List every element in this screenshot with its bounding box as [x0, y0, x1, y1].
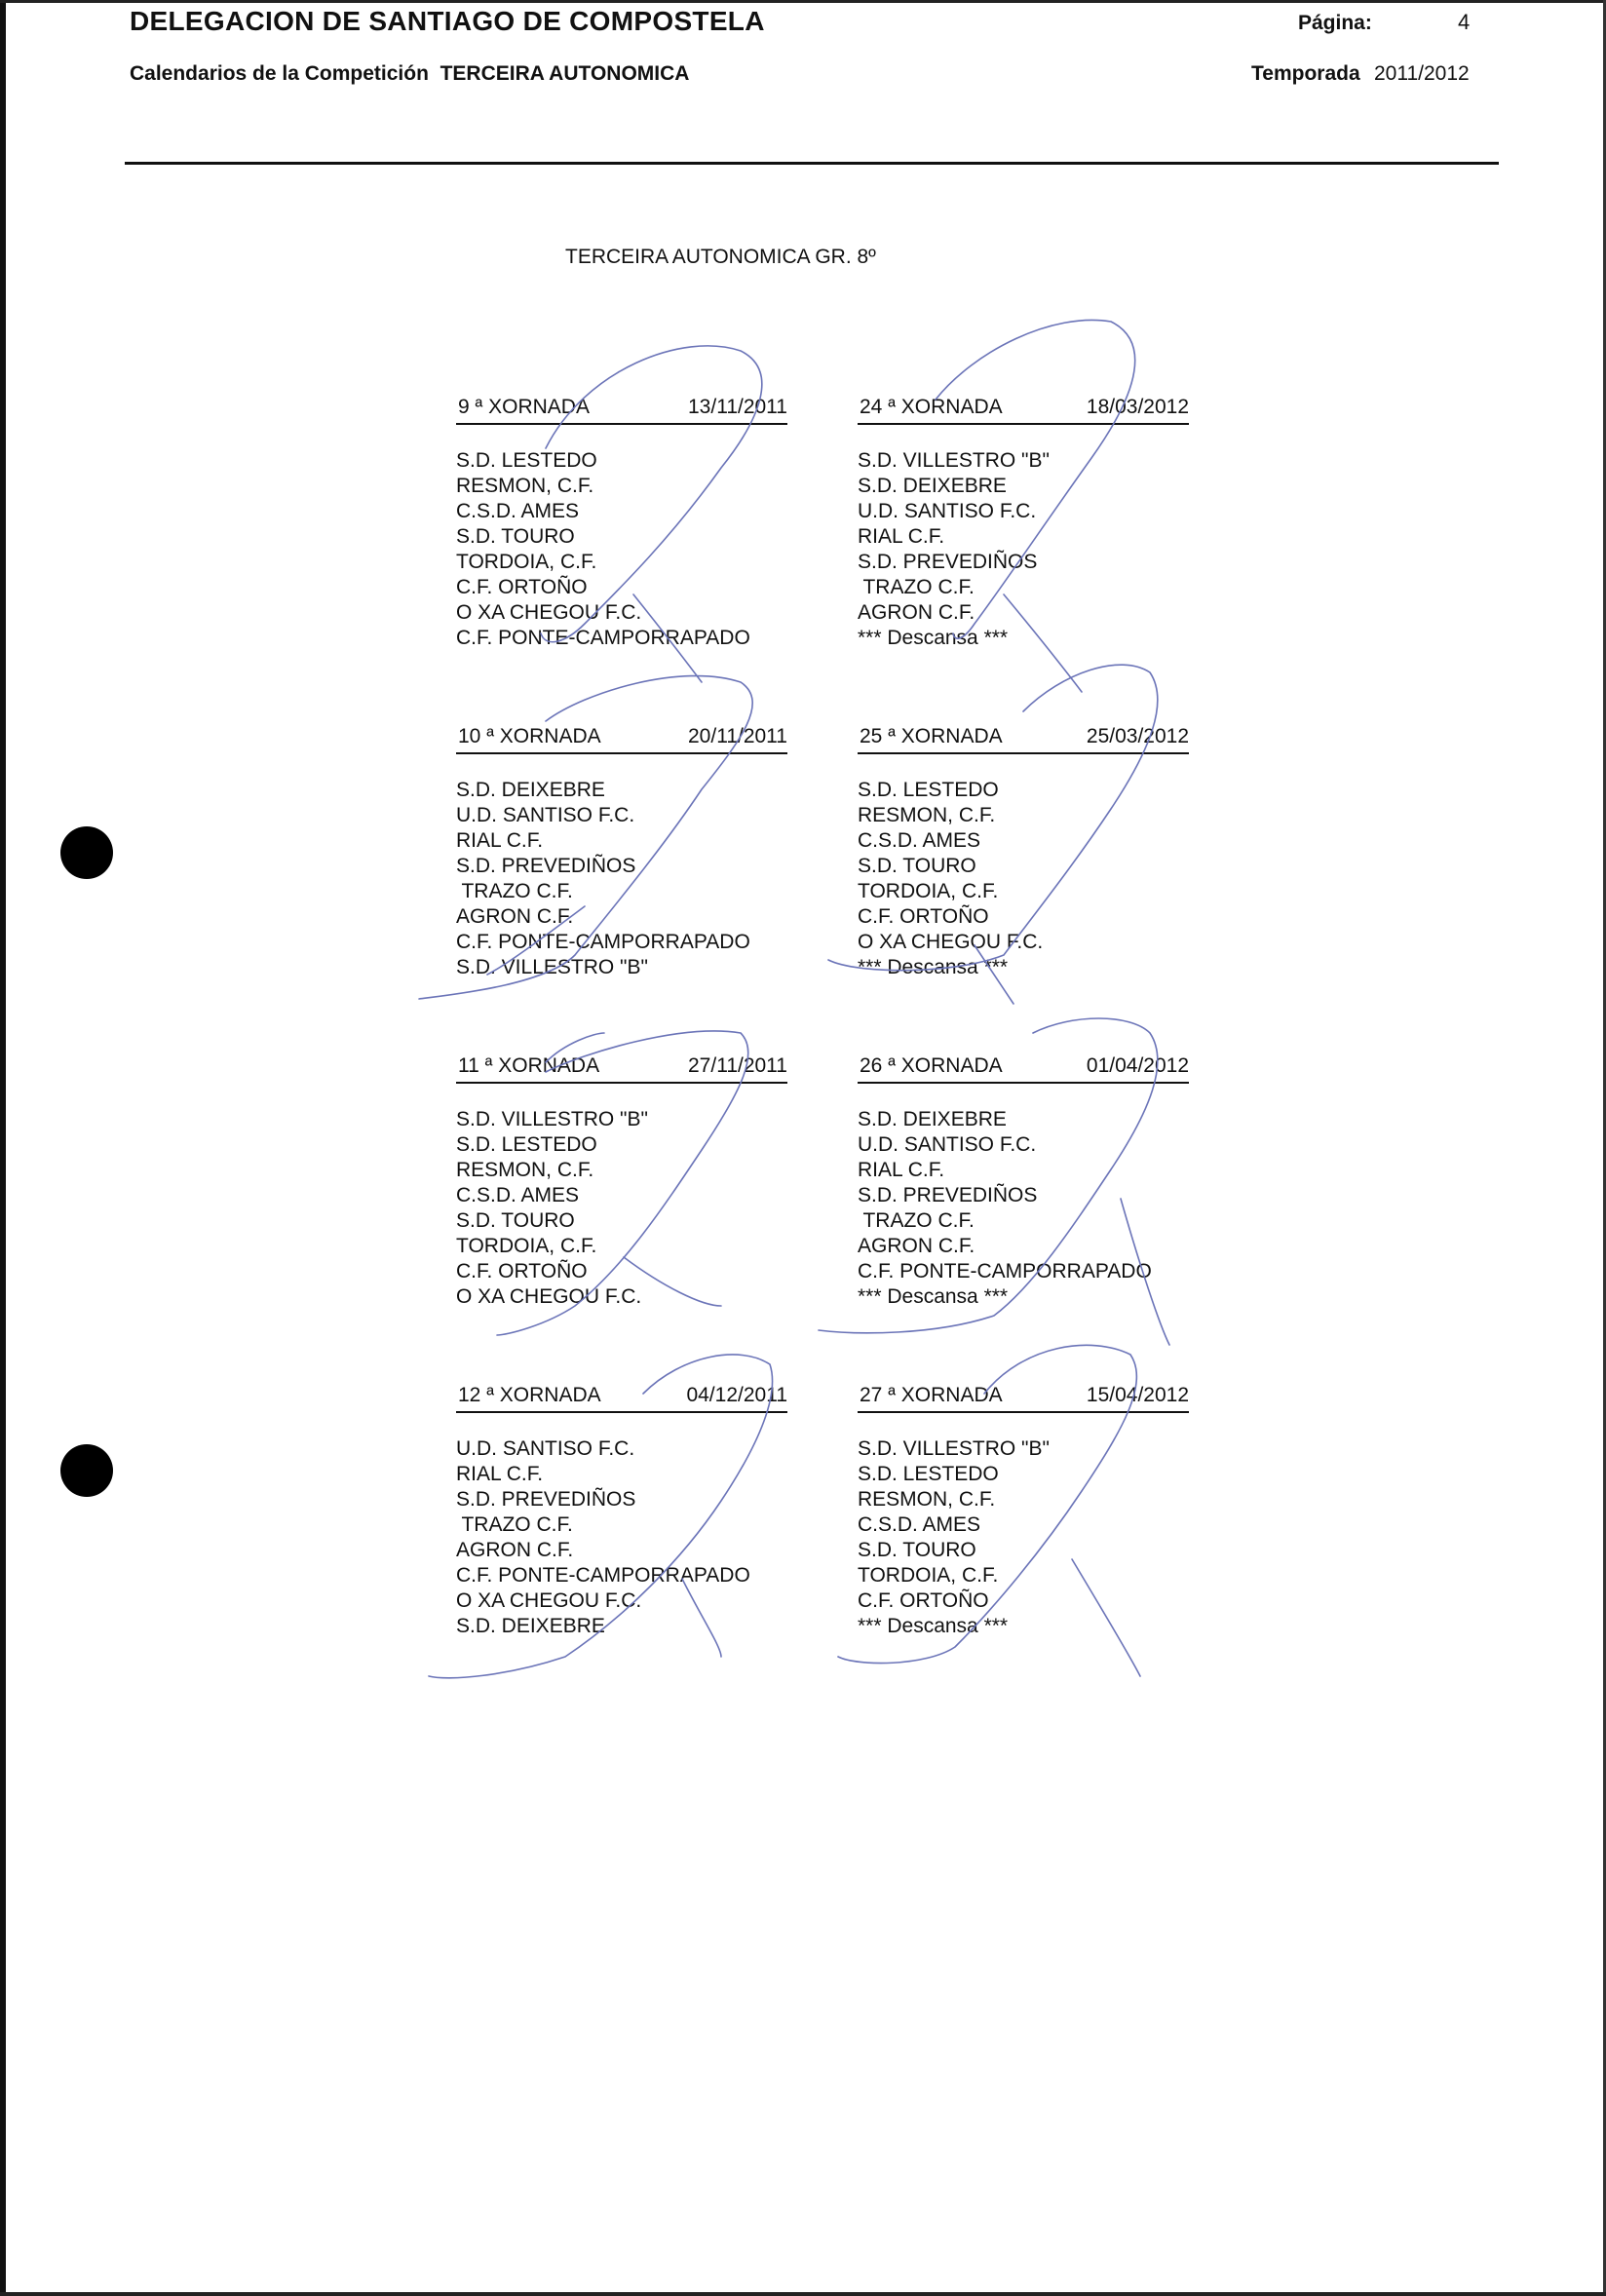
team-item: RESMON, C.F.: [456, 475, 594, 497]
team-item: RIAL C.F.: [858, 1159, 945, 1181]
team-item: *** Descansa ***: [858, 627, 1009, 649]
team-item: TORDOIA, C.F.: [858, 1564, 999, 1587]
team-item: S.D. PREVEDIÑOS: [456, 1488, 636, 1511]
team-item: U.D. SANTISO F.C.: [858, 500, 1037, 522]
round-date: 13/11/2011: [688, 396, 787, 418]
team-item: S.D. VILLESTRO "B": [858, 1437, 1050, 1460]
team-item: C.F. ORTOÑO: [456, 576, 588, 598]
team-item: S.D. DEIXEBRE: [456, 1615, 605, 1637]
round-label: 11 ª XORNADA: [458, 1054, 600, 1077]
team-item: C.S.D. AMES: [456, 1184, 580, 1206]
round-label: 26 ª XORNADA: [860, 1054, 1003, 1077]
team-item: C.F. ORTOÑO: [858, 1589, 989, 1612]
team-item: S.D. LESTEDO: [456, 1133, 597, 1156]
team-item: S.D. PREVEDIÑOS: [456, 855, 636, 877]
round-header: [456, 396, 787, 425]
round-date: 15/04/2012: [1086, 1384, 1189, 1406]
team-item: RESMON, C.F.: [858, 1488, 996, 1511]
team-list: [456, 1107, 787, 1310]
round-block: [456, 1384, 787, 1639]
header-rule: [125, 162, 1499, 165]
team-item: C.F. PONTE-CAMPORRAPADO: [456, 931, 750, 953]
team-item: S.D. PREVEDIÑOS: [858, 551, 1038, 573]
team-item: U.D. SANTISO F.C.: [858, 1133, 1037, 1156]
page-label: Página:: [1298, 12, 1372, 34]
punch-hole: [60, 826, 113, 879]
team-item: RIAL C.F.: [456, 829, 544, 852]
group-title: TERCEIRA AUTONOMICA GR. 8º: [565, 246, 876, 268]
team-item: C.S.D. AMES: [858, 829, 981, 852]
round-header: [858, 1054, 1189, 1084]
team-item: C.F. PONTE-CAMPORRAPADO: [456, 1564, 750, 1587]
team-list: [858, 1107, 1189, 1310]
round-label: 10 ª XORNADA: [458, 725, 601, 747]
round-date: 18/03/2012: [1086, 396, 1189, 418]
team-item: TORDOIA, C.F.: [858, 880, 999, 902]
team-item: TORDOIA, C.F.: [456, 1235, 597, 1257]
team-item: *** Descansa ***: [858, 1615, 1009, 1637]
scan-edge-top: [0, 0, 1606, 3]
team-item: C.S.D. AMES: [858, 1513, 981, 1536]
team-item: TRAZO C.F.: [456, 1513, 573, 1536]
team-item: S.D. DEIXEBRE: [858, 475, 1007, 497]
team-list: [456, 778, 787, 980]
team-item: O XA CHEGOU F.C.: [858, 931, 1044, 953]
round-header: [858, 396, 1189, 425]
team-item: U.D. SANTISO F.C.: [456, 804, 635, 826]
page-number: 4: [1458, 10, 1471, 34]
team-item: AGRON C.F.: [456, 1539, 574, 1561]
round-label: 24 ª XORNADA: [860, 396, 1003, 418]
team-item: *** Descansa ***: [858, 1285, 1009, 1308]
round-header: [456, 1384, 787, 1413]
punch-hole: [60, 1444, 113, 1497]
round-block: [858, 1054, 1189, 1310]
round-label: 9 ª XORNADA: [458, 396, 590, 418]
team-item: O XA CHEGOU F.C.: [456, 1285, 642, 1308]
team-item: AGRON C.F.: [858, 601, 975, 624]
team-item: C.S.D. AMES: [456, 500, 580, 522]
team-item: AGRON C.F.: [456, 905, 574, 928]
scan-edge-left: [0, 0, 6, 2296]
team-item: AGRON C.F.: [858, 1235, 975, 1257]
round-label: 25 ª XORNADA: [860, 725, 1003, 747]
round-date: 01/04/2012: [1086, 1054, 1189, 1077]
round-header: [858, 1384, 1189, 1413]
round-label: 27 ª XORNADA: [860, 1384, 1003, 1406]
season-label: Temporada: [1251, 62, 1360, 85]
team-item: S.D. LESTEDO: [858, 1463, 999, 1485]
team-item: U.D. SANTISO F.C.: [456, 1437, 635, 1460]
team-item: S.D. DEIXEBRE: [858, 1108, 1007, 1130]
round-block: [858, 1384, 1189, 1639]
scan-edge-bottom: [0, 2292, 1606, 2296]
round-date: 04/12/2011: [686, 1384, 787, 1406]
team-item: S.D. DEIXEBRE: [456, 779, 605, 801]
team-list: [858, 1436, 1189, 1639]
team-item: TRAZO C.F.: [858, 1209, 975, 1232]
team-item: S.D. TOURO: [858, 1539, 976, 1561]
team-item: TORDOIA, C.F.: [456, 551, 597, 573]
team-item: S.D. LESTEDO: [456, 449, 597, 472]
team-item: TRAZO C.F.: [858, 576, 975, 598]
round-block: [858, 725, 1189, 980]
round-label: 12 ª XORNADA: [458, 1384, 601, 1406]
team-item: S.D. VILLESTRO "B": [456, 956, 648, 978]
team-item: TRAZO C.F.: [456, 880, 573, 902]
team-list: [858, 778, 1189, 980]
round-block: [456, 725, 787, 980]
round-header: [456, 725, 787, 754]
round-block: [456, 1054, 787, 1310]
round-date: 25/03/2012: [1086, 725, 1189, 747]
team-item: *** Descansa ***: [858, 956, 1009, 978]
team-item: C.F. ORTOÑO: [858, 905, 989, 928]
team-item: S.D. TOURO: [858, 855, 976, 877]
team-item: C.F. ORTOÑO: [456, 1260, 588, 1282]
team-item: RIAL C.F.: [858, 525, 945, 548]
team-item: C.F. PONTE-CAMPORRAPADO: [456, 627, 750, 649]
round-date: 27/11/2011: [688, 1054, 787, 1077]
team-item: RESMON, C.F.: [456, 1159, 594, 1181]
team-item: S.D. PREVEDIÑOS: [858, 1184, 1038, 1206]
team-item: S.D. VILLESTRO "B": [858, 449, 1050, 472]
round-header: [456, 1054, 787, 1084]
team-list: [858, 448, 1189, 651]
team-item: O XA CHEGOU F.C.: [456, 1589, 642, 1612]
team-item: O XA CHEGOU F.C.: [456, 601, 642, 624]
team-item: S.D. TOURO: [456, 1209, 575, 1232]
team-item: S.D. TOURO: [456, 525, 575, 548]
team-item: C.F. PONTE-CAMPORRAPADO: [858, 1260, 1152, 1282]
season-value: 2011/2012: [1374, 62, 1470, 85]
team-item: RIAL C.F.: [456, 1463, 544, 1485]
round-date: 20/11/2011: [688, 725, 787, 747]
round-block: [456, 396, 787, 651]
competition-subtitle: Calendarios de la Competición TERCEIRA AUTONOMICA: [130, 62, 690, 85]
team-list: [456, 448, 787, 651]
team-list: [456, 1436, 787, 1639]
team-item: S.D. VILLESTRO "B": [456, 1108, 648, 1130]
organization-title: DELEGACION DE SANTIAGO DE COMPOSTELA: [130, 6, 765, 36]
team-item: RESMON, C.F.: [858, 804, 996, 826]
round-block: [858, 396, 1189, 651]
round-header: [858, 725, 1189, 754]
team-item: S.D. LESTEDO: [858, 779, 999, 801]
